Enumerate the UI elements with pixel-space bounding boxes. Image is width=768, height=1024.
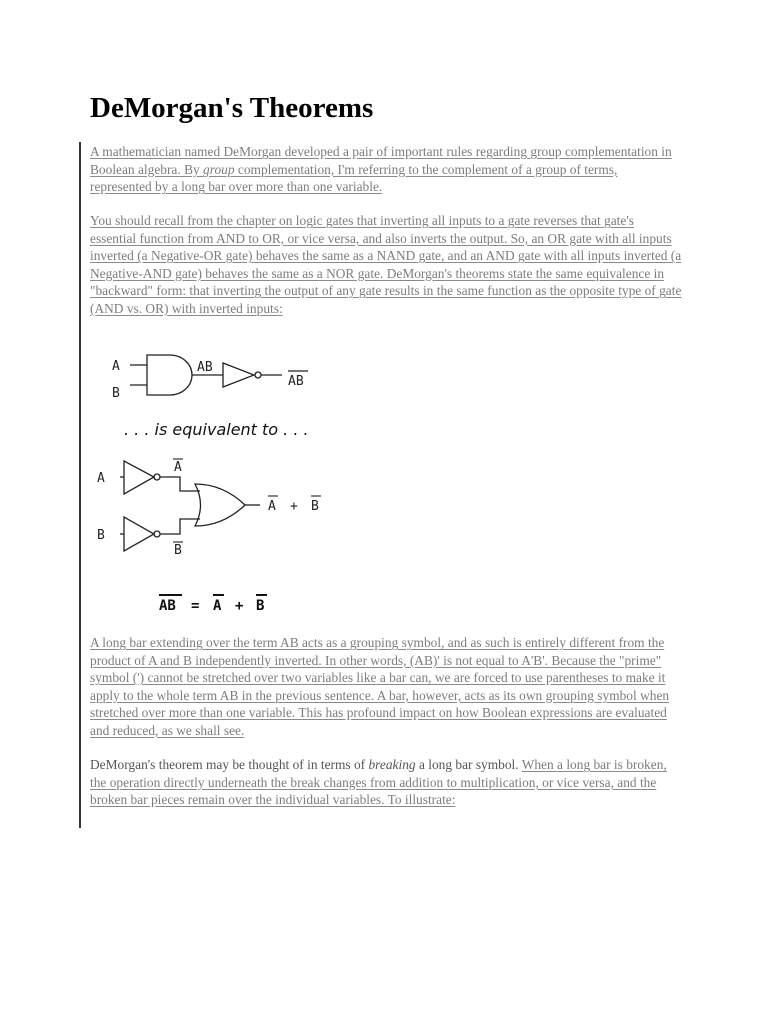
paragraph-breaking-text-end: When a long bar is broken, the operation directly underneath the break changes from addition to multiplication, or vice versa, and the broken bar pieces remain over the individual variables. To illustrate:	[90, 757, 667, 807]
paragraph-grouping-symbol[interactable]: A long bar extending over the term AB acts as a grouping symbol, and as such is entirely different from the product of A and B independently inverted. In other words, (AB)' is not equal to A'B'. Because the "prime" symbol (') cannot be stretched over two variables like a bar can, we are forced to use parentheses to make it apply to the whole term AB in the previous sentence. A bar, however, acts as its own grouping symbol when stretched over more than one variable. This has profound impact on how Boolean expressions are evaluated and reduced, as we shall see.	[90, 635, 670, 738]
demorgan-gate-diagram	[90, 344, 390, 624]
and-output-label: AB	[197, 360, 213, 375]
paragraph-breaking-emphasis: breaking	[368, 757, 416, 772]
or-output-plus-label: +	[290, 499, 298, 514]
demorgan-equation	[159, 595, 267, 614]
or-output-b-label: B	[311, 499, 319, 514]
equivalence-text: . . . is equivalent to . . .	[124, 420, 309, 439]
nand-output-label: AB	[288, 374, 304, 389]
inverter-b-symbol	[124, 517, 154, 551]
paragraph-intro-emphasis: group	[203, 161, 235, 177]
not-a-label: A	[174, 460, 182, 475]
input-b-label: B	[112, 386, 120, 401]
inverter-input-b-label: B	[97, 528, 105, 543]
or-gate-symbol	[195, 484, 245, 526]
equation-left-term: AB	[159, 598, 176, 614]
equation-plus-sign: +	[235, 598, 244, 614]
equation-equals-sign: =	[191, 598, 200, 614]
output-inverter-symbol	[223, 363, 254, 387]
paragraph-logic-gates[interactable]: You should recall from the chapter on logic gates that inverting all inputs to a gate reverses that gate's essential function from AND to OR, or vice versa, and also inverts the output. So, an OR gate with all inputs inverted (a Negative-OR gate) behaves the same as a NAND gate, and an AND gate with all inputs inverted (a Negative-AND gate) behaves the same as a NOR gate. DeMorgan's theorems state the same equivalence in "backward" form: that inverting the output of any gate results in the same function as the opposite type of gate (AND vs. OR) with inverted inputs:	[90, 213, 682, 316]
paragraph-intro-text-start: A mathematician named DeMorgan developed a pair of important rules regarding group complementation in Boolean algebra. By	[90, 144, 672, 177]
paragraph-breaking-text-start: DeMorgan's theorem may be thought of in terms of	[90, 757, 369, 772]
equation-a-term: A	[213, 598, 222, 614]
inverter-input-a-label: A	[97, 471, 105, 486]
not-b-label: B	[174, 543, 182, 558]
inverter-a-symbol	[124, 461, 154, 494]
equation-b-term: B	[256, 598, 265, 614]
paragraph-intro[interactable]	[90, 143, 682, 196]
page-title: DeMorgan's Theorems	[90, 92, 374, 124]
left-margin-rule	[79, 142, 81, 828]
input-a-label: A	[112, 359, 120, 374]
paragraph-breaking-bar[interactable]	[90, 756, 682, 809]
paragraph-intro-text-end: complementation, I'm referring to the complement of a group of terms, represented by a long bar over more than one variable.	[90, 161, 618, 194]
or-output-a-label: A	[268, 499, 276, 514]
and-gate-symbol	[147, 355, 192, 395]
paragraph-breaking-text-mid: a long bar symbol.	[415, 757, 522, 772]
